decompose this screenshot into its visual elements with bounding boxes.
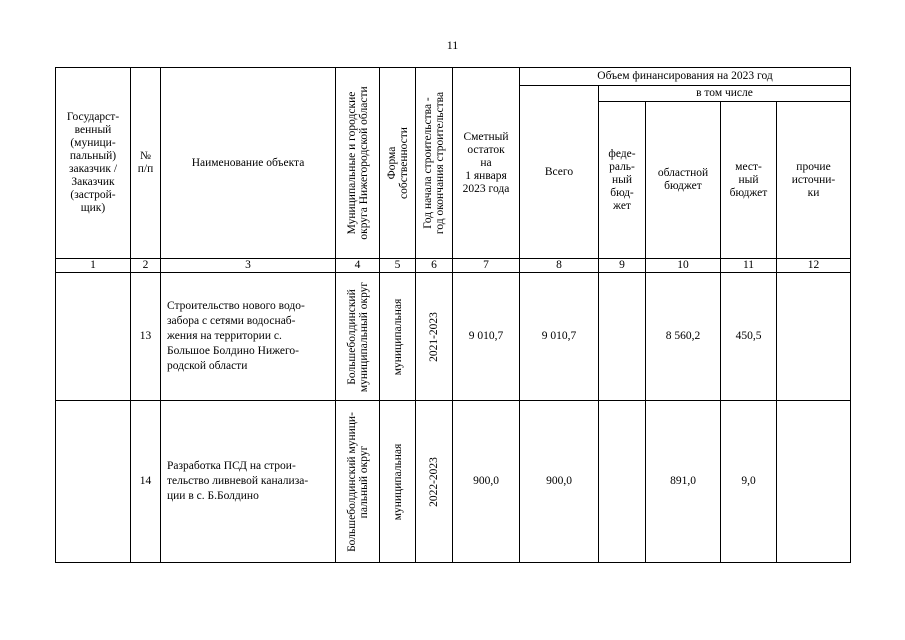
column-number: 6	[416, 259, 453, 273]
header-regional: областной бюджет	[646, 102, 721, 259]
cell-estimate: 900,0	[453, 401, 520, 563]
header-district-line1: Муниципальные и городские	[345, 91, 358, 235]
cell-district-line2: муниципальный округ	[357, 281, 370, 392]
cell-federal	[599, 273, 646, 401]
column-numbers-row	[56, 259, 851, 273]
cell-district-line1: Большеболдинский муници-	[345, 411, 358, 552]
column-number: 11	[721, 259, 777, 273]
header-years-line2: год окончания строительства	[434, 91, 446, 235]
cell-federal	[599, 401, 646, 563]
column-number: 7	[453, 259, 520, 273]
cell-ownership-text: муниципальная	[391, 443, 404, 520]
cell-years-text: 2021-2023	[428, 311, 440, 362]
cell-regional: 891,0	[646, 401, 721, 563]
header-financing: Объем финансирования на 2023 год	[520, 68, 851, 86]
cell-number: 13	[131, 273, 161, 401]
cell-total: 900,0	[520, 401, 599, 563]
cell-other	[777, 273, 851, 401]
header-customer: Государст- венный (муници- пальный) заказчик / Заказчик (застрой- щик)	[56, 68, 131, 259]
table-row	[56, 273, 851, 401]
header-total: Всего	[520, 86, 599, 259]
header-number: № п/п	[131, 68, 161, 259]
header-ownership	[380, 68, 416, 259]
cell-total: 9 010,7	[520, 273, 599, 401]
header-years	[416, 68, 453, 259]
cell-district-line1: Большеболдинский	[345, 288, 358, 385]
cell-customer	[56, 273, 131, 401]
cell-years-text: 2022-2023	[428, 456, 440, 507]
cell-ownership	[380, 273, 416, 401]
cell-other	[777, 401, 851, 563]
column-number: 1	[56, 259, 131, 273]
header-years-line1: Год начала строительства -	[422, 97, 434, 229]
cell-local: 9,0	[721, 401, 777, 563]
header-ownership-line1: Форма	[385, 146, 398, 180]
column-number: 12	[777, 259, 851, 273]
table-row	[56, 401, 851, 563]
header-object-name: Наименование объекта	[161, 68, 336, 259]
column-number: 5	[380, 259, 416, 273]
column-number: 2	[131, 259, 161, 273]
financing-table	[55, 67, 851, 563]
cell-district	[336, 273, 380, 401]
column-number: 4	[336, 259, 380, 273]
header-estimate: Сметный остаток на 1 января 2023 года	[453, 68, 520, 259]
header-including: в том числе	[599, 86, 851, 102]
cell-district	[336, 401, 380, 563]
column-number: 3	[161, 259, 336, 273]
header-district	[336, 68, 380, 259]
cell-years	[416, 401, 453, 563]
header-district-line2: округа Нижегородской области	[357, 86, 370, 240]
column-number: 8	[520, 259, 599, 273]
column-number: 10	[646, 259, 721, 273]
cell-ownership-text: муниципальная	[391, 298, 404, 375]
cell-regional: 8 560,2	[646, 273, 721, 401]
cell-customer	[56, 401, 131, 563]
header-federal: феде- раль- ный бюд- жет	[599, 102, 646, 259]
cell-estimate: 9 010,7	[453, 273, 520, 401]
header-ownership-line2: собственности	[397, 127, 410, 199]
cell-object-name: Разработка ПСД на строи- тельство ливневой канализа- ции в с. Б.Болдино	[161, 401, 336, 563]
cell-ownership	[380, 401, 416, 563]
cell-number: 14	[131, 401, 161, 563]
cell-local: 450,5	[721, 273, 777, 401]
page-number: 11	[446, 38, 459, 52]
cell-years	[416, 273, 453, 401]
cell-object-name: Строительство нового водо- забора с сетями водоснаб- жения на территории с. Большое Болдино Нижего- родской области	[161, 273, 336, 401]
cell-district-line2: пальный округ	[357, 445, 370, 518]
column-number: 9	[599, 259, 646, 273]
header-local: мест- ный бюджет	[721, 102, 777, 259]
header-other: прочие источни- ки	[777, 102, 851, 259]
